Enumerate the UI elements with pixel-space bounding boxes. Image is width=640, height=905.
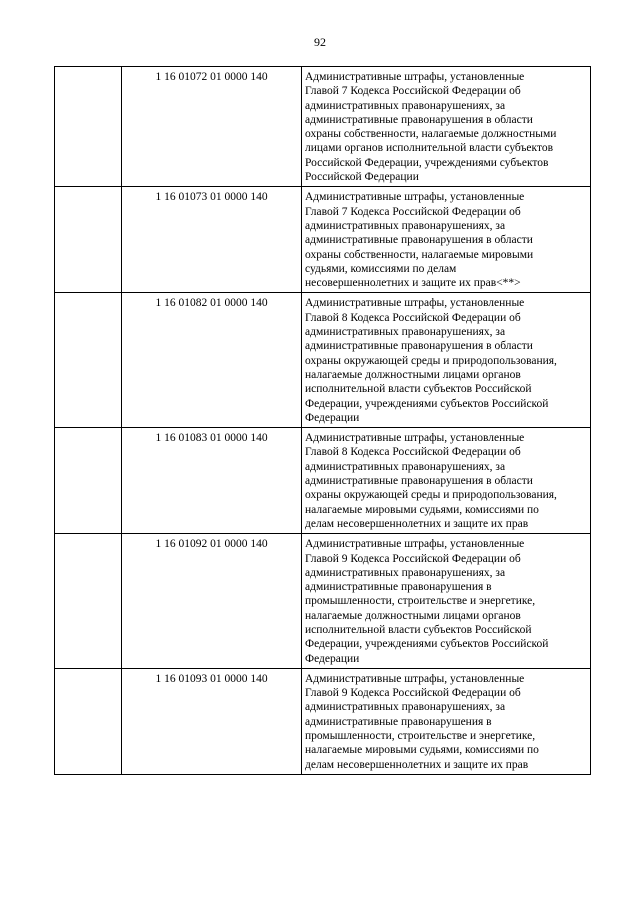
description-cell — [302, 187, 591, 293]
description-line: административные правонарушения в — [305, 581, 492, 594]
admin-code-cell — [55, 293, 122, 428]
admin-code-cell — [55, 428, 122, 534]
description-cell — [302, 668, 591, 774]
description-line: охраны окружающей среды и природопользования, — [305, 354, 557, 367]
description-line: Главой 7 Кодекса Российской Федерации об — [305, 85, 521, 98]
description-line: административные правонарушения в области — [305, 234, 533, 247]
table-body — [55, 67, 591, 775]
description-line: административных правонарушениях, за — [305, 219, 506, 232]
description-line: административных правонарушениях, за — [305, 701, 506, 714]
kbk-code-cell: 1 16 01093 01 0000 140 — [122, 668, 302, 774]
description-line: делам несовершеннолетних и защите их прав — [305, 758, 529, 771]
description-line: охраны собственности, налагаемые должностными — [305, 128, 557, 141]
description-line: административных правонарушениях, за — [305, 460, 506, 473]
description-line: Федерации — [305, 652, 360, 665]
kbk-code-cell: 1 16 01083 01 0000 140 — [122, 428, 302, 534]
description-line: Административные штрафы, установленные — [305, 672, 525, 685]
description-cell — [302, 428, 591, 534]
description-line: Российской Федерации — [305, 171, 419, 184]
description-line: налагаемые мировыми судьями, комиссиями по — [305, 744, 539, 757]
description-line: Российской Федерации, учреждениями субъектов — [305, 156, 549, 169]
description-line: Федерации — [305, 411, 360, 424]
description-line: административных правонарушениях, за — [305, 566, 506, 579]
description-line: охраны окружающей среды и природопользования, — [305, 489, 557, 502]
description-line: охраны собственности, налагаемые мировыми — [305, 248, 534, 261]
table-row — [55, 67, 591, 187]
description-line: Административные штрафы, установленные — [305, 538, 525, 551]
page-number: 92 — [314, 35, 326, 49]
table-row — [55, 668, 591, 774]
description-line: промышленности, строительстве и энергетике, — [305, 595, 536, 608]
description-line: Главой 9 Кодекса Российской Федерации об — [305, 552, 521, 565]
description-line: административные правонарушения в области — [305, 475, 533, 488]
budget-codes-table — [54, 66, 591, 775]
description-line: промышленности, строительстве и энергетике, — [305, 730, 536, 743]
description-cell — [302, 67, 591, 187]
admin-code-cell — [55, 668, 122, 774]
description-line: налагаемые должностными лицами органов — [305, 609, 521, 622]
kbk-code-cell: 1 16 01092 01 0000 140 — [122, 534, 302, 669]
description-line: административные правонарушения в области — [305, 113, 533, 126]
description-line: Федерации, учреждениями субъектов Российской — [305, 397, 549, 410]
table-row — [55, 534, 591, 669]
description-line: Главой 7 Кодекса Российской Федерации об — [305, 205, 521, 218]
description-line: Административные штрафы, установленные — [305, 191, 525, 204]
admin-code-cell — [55, 534, 122, 669]
description-cell — [302, 293, 591, 428]
description-line: несовершеннолетних и защите их прав<**> — [305, 277, 521, 290]
description-line: Главой 9 Кодекса Российской Федерации об — [305, 687, 521, 700]
table-row — [55, 428, 591, 534]
description-line: Административные штрафы, установленные — [305, 71, 525, 83]
description-line: административных правонарушениях, за — [305, 99, 506, 112]
description-line: налагаемые мировыми судьями, комиссиями по — [305, 503, 539, 516]
description-line: Административные штрафы, установленные — [305, 297, 525, 310]
description-cell — [302, 534, 591, 669]
description-line: исполнительной власти субъектов Российской — [305, 623, 532, 636]
description-line: Главой 8 Кодекса Российской Федерации об — [305, 311, 521, 324]
description-line: Федерации, учреждениями субъектов Российской — [305, 638, 549, 651]
description-line: судьями, комиссиями по делам — [305, 262, 457, 275]
description-line: лицами органов исполнительной власти субъектов — [305, 142, 554, 155]
description-line: административные правонарушения в области — [305, 340, 533, 353]
table-row — [55, 187, 591, 293]
admin-code-cell — [55, 67, 122, 187]
description-line: исполнительной власти субъектов Российской — [305, 383, 532, 396]
description-line: Главой 8 Кодекса Российской Федерации об — [305, 446, 521, 459]
description-line: налагаемые должностными лицами органов — [305, 368, 521, 381]
admin-code-cell — [55, 187, 122, 293]
description-line: административные правонарушения в — [305, 715, 492, 728]
description-line: делам несовершеннолетних и защите их прав — [305, 517, 529, 530]
kbk-code-cell: 1 16 01073 01 0000 140 — [122, 187, 302, 293]
kbk-code-cell: 1 16 01082 01 0000 140 — [122, 293, 302, 428]
table-row — [55, 293, 591, 428]
description-line: Административные штрафы, установленные — [305, 432, 525, 445]
kbk-code-cell: 1 16 01072 01 0000 140 — [122, 67, 302, 187]
description-line: административных правонарушениях, за — [305, 326, 506, 339]
